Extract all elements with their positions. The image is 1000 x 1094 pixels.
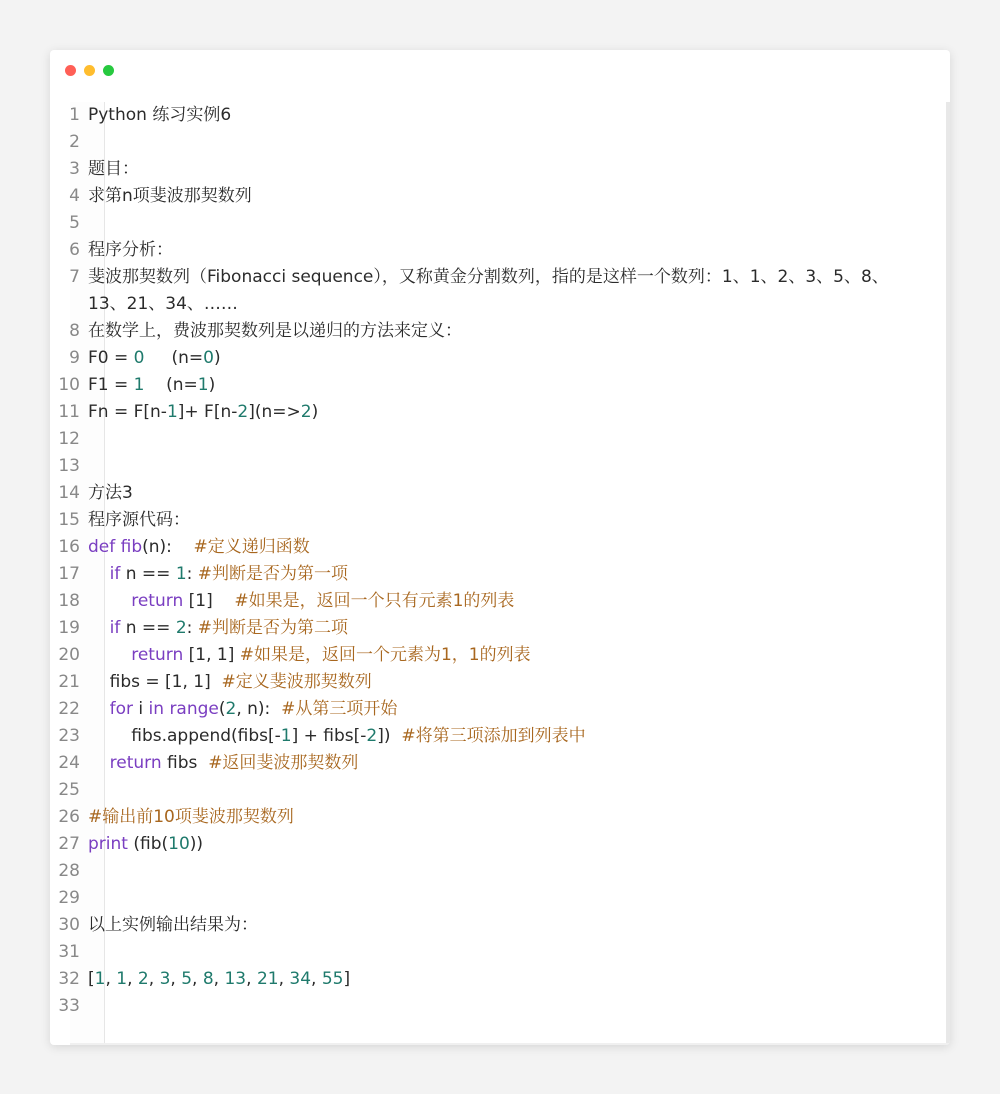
line-number: 5 bbox=[69, 213, 80, 233]
line-text bbox=[88, 615, 920, 642]
code-text: Python 练习实例6 bbox=[88, 105, 232, 125]
code-line bbox=[50, 129, 930, 156]
code-number: 2 bbox=[225, 699, 237, 719]
code-text: [1, 1] bbox=[183, 645, 240, 665]
code-text: F1 = bbox=[88, 375, 134, 395]
line-number: 4 bbox=[69, 186, 80, 206]
line-text bbox=[88, 237, 920, 264]
code-text: [ bbox=[88, 969, 95, 989]
code-number: 1 bbox=[94, 969, 106, 989]
code-number: 3 bbox=[159, 969, 171, 989]
code-number: 2 bbox=[237, 402, 249, 422]
code-number: 2 bbox=[137, 969, 149, 989]
code-text: ) bbox=[311, 402, 319, 422]
code-line bbox=[50, 426, 930, 453]
code-line bbox=[50, 399, 930, 426]
line-text bbox=[88, 399, 920, 426]
line-number: 8 bbox=[69, 321, 80, 341]
code-text: ]+ F[n- bbox=[177, 402, 238, 422]
maximize-window-dot[interactable] bbox=[103, 65, 114, 76]
close-window-dot[interactable] bbox=[65, 65, 76, 76]
code-line bbox=[50, 939, 930, 966]
line-number: 32 bbox=[58, 969, 80, 989]
line-number: 11 bbox=[58, 402, 80, 422]
line-text bbox=[88, 345, 920, 372]
code-line bbox=[50, 723, 930, 750]
line-number: 20 bbox=[58, 645, 80, 665]
code-text: n == bbox=[120, 564, 176, 584]
line-text bbox=[88, 588, 920, 615]
code-number: 1 bbox=[116, 969, 128, 989]
code-text: , bbox=[246, 969, 257, 989]
code-line bbox=[50, 507, 930, 534]
line-number: 1 bbox=[69, 105, 80, 125]
code-line bbox=[50, 534, 930, 561]
code-line bbox=[50, 183, 930, 210]
line-number: 29 bbox=[58, 888, 80, 908]
code-keyword: print bbox=[88, 834, 128, 854]
code-line bbox=[50, 210, 930, 237]
line-number: 31 bbox=[58, 942, 80, 962]
code-lines bbox=[50, 102, 930, 1020]
code-line bbox=[50, 345, 930, 372]
code-keyword: in bbox=[148, 699, 165, 719]
code-number: 5 bbox=[181, 969, 193, 989]
code-text: ](n=> bbox=[248, 402, 301, 422]
line-number: 33 bbox=[58, 996, 80, 1016]
code-text: , bbox=[170, 969, 182, 989]
line-number: 26 bbox=[58, 807, 80, 827]
code-comment: #定义斐波那契数列 bbox=[221, 672, 372, 692]
code-text: )) bbox=[189, 834, 204, 854]
code-number: 2 bbox=[366, 726, 378, 746]
line-number: 18 bbox=[58, 591, 80, 611]
code-text bbox=[88, 645, 131, 665]
line-text bbox=[88, 561, 920, 588]
code-text bbox=[88, 591, 131, 611]
vertical-scrollbar[interactable] bbox=[946, 102, 950, 1045]
code-text: n == bbox=[120, 618, 176, 638]
code-number: 13 bbox=[224, 969, 247, 989]
code-comment: #将第三项添加到列表中 bbox=[401, 726, 586, 746]
code-comment: #判断是否为第二项 bbox=[197, 618, 349, 638]
line-text bbox=[88, 804, 920, 831]
code-keyword: return bbox=[131, 645, 184, 665]
code-keyword: return bbox=[131, 591, 184, 611]
line-text bbox=[88, 318, 920, 345]
line-text bbox=[88, 750, 920, 777]
line-text bbox=[88, 156, 920, 183]
code-text bbox=[88, 618, 110, 638]
code-text: ( bbox=[218, 699, 226, 719]
code-keyword: fib bbox=[120, 537, 143, 557]
code-line bbox=[50, 453, 930, 480]
editor-bottom-border bbox=[70, 1043, 950, 1045]
code-line bbox=[50, 804, 930, 831]
line-text bbox=[88, 642, 920, 669]
code-text: F0 = bbox=[88, 348, 134, 368]
line-text bbox=[88, 831, 920, 858]
code-number: 8 bbox=[202, 969, 214, 989]
code-text: ]) bbox=[377, 726, 402, 746]
window-controls bbox=[65, 65, 114, 77]
code-number: 55 bbox=[321, 969, 344, 989]
code-comment: #如果是，返回一个元素为1，1的列表 bbox=[239, 645, 531, 665]
code-line bbox=[50, 237, 930, 264]
code-keyword: for bbox=[109, 699, 133, 719]
code-comment: #返回斐波那契数列 bbox=[208, 753, 359, 773]
line-number: 12 bbox=[58, 429, 80, 449]
code-text: ] bbox=[343, 969, 351, 989]
code-text: 以上实例输出结果为： bbox=[88, 915, 258, 935]
code-line bbox=[50, 561, 930, 588]
line-text bbox=[88, 264, 920, 318]
line-text bbox=[88, 507, 920, 534]
minimize-window-dot[interactable] bbox=[84, 65, 95, 76]
code-text: 程序源代码： bbox=[88, 510, 190, 530]
line-number: 3 bbox=[69, 159, 80, 179]
code-keyword: range bbox=[169, 699, 219, 719]
code-text: (n= bbox=[144, 375, 198, 395]
code-line bbox=[50, 372, 930, 399]
line-text bbox=[88, 696, 920, 723]
code-text: ] + fibs[- bbox=[291, 726, 367, 746]
code-line bbox=[50, 264, 930, 318]
code-number: 1 bbox=[280, 726, 292, 746]
code-window bbox=[50, 50, 950, 1045]
code-line bbox=[50, 588, 930, 615]
line-text bbox=[88, 480, 920, 507]
code-text: (n): bbox=[142, 537, 194, 557]
code-text: : bbox=[186, 564, 198, 584]
line-number: 24 bbox=[58, 753, 80, 773]
line-number: 19 bbox=[58, 618, 80, 638]
code-line bbox=[50, 102, 930, 129]
line-number: 9 bbox=[69, 348, 80, 368]
code-line bbox=[50, 480, 930, 507]
code-text: , bbox=[105, 969, 117, 989]
code-number: 1 bbox=[166, 402, 178, 422]
line-number: 15 bbox=[58, 510, 80, 530]
code-text: 求第n项斐波那契数列 bbox=[88, 186, 252, 206]
code-number: 2 bbox=[175, 618, 187, 638]
code-text: fibs bbox=[161, 753, 209, 773]
line-number: 10 bbox=[58, 375, 80, 395]
code-line bbox=[50, 912, 930, 939]
code-text: fibs.append(fibs[- bbox=[88, 726, 281, 746]
code-text: i bbox=[133, 699, 149, 719]
line-number: 30 bbox=[58, 915, 80, 935]
line-number: 27 bbox=[58, 834, 80, 854]
code-text: (fib( bbox=[127, 834, 169, 854]
code-text bbox=[88, 564, 110, 584]
code-text bbox=[88, 753, 110, 773]
code-text: , n): bbox=[236, 699, 282, 719]
code-text: , bbox=[192, 969, 203, 989]
code-text: 在数学上，费波那契数列是以递归的方法来定义： bbox=[88, 321, 462, 341]
code-line bbox=[50, 858, 930, 885]
code-line bbox=[50, 669, 930, 696]
line-text bbox=[88, 723, 920, 750]
code-number: 1 bbox=[133, 375, 145, 395]
code-comment: #从第三项开始 bbox=[281, 699, 398, 719]
line-number: 22 bbox=[58, 699, 80, 719]
code-line bbox=[50, 156, 930, 183]
code-number: 1 bbox=[175, 564, 187, 584]
line-text bbox=[88, 966, 920, 993]
code-comment: #定义递归函数 bbox=[193, 537, 310, 557]
code-text bbox=[88, 699, 110, 719]
code-number: 21 bbox=[256, 969, 279, 989]
code-text: , bbox=[148, 969, 160, 989]
code-text: , bbox=[311, 969, 322, 989]
line-text bbox=[88, 534, 920, 561]
code-keyword: if bbox=[109, 618, 121, 638]
line-number: 14 bbox=[58, 483, 80, 503]
line-number: 25 bbox=[58, 780, 80, 800]
code-keyword: def bbox=[88, 537, 121, 557]
code-line bbox=[50, 777, 930, 804]
code-line bbox=[50, 885, 930, 912]
code-text: Fn = F[n- bbox=[88, 402, 167, 422]
code-text: 程序分析： bbox=[88, 240, 173, 260]
code-line bbox=[50, 750, 930, 777]
code-comment: #输出前10项斐波那契数列 bbox=[88, 807, 294, 827]
code-keyword: if bbox=[109, 564, 121, 584]
code-text: 斐波那契数列（Fibonacci sequence），又称黄金分割数列，指的是这样一个数列：1、1、2、3、5、8、13、21、34、…… bbox=[88, 267, 889, 314]
line-text bbox=[88, 102, 920, 129]
line-text bbox=[88, 669, 920, 696]
code-text: [1] bbox=[183, 591, 235, 611]
code-text: (n= bbox=[144, 348, 204, 368]
code-line bbox=[50, 696, 930, 723]
code-text: 方法3 bbox=[88, 483, 133, 503]
code-text: , bbox=[213, 969, 225, 989]
line-text bbox=[88, 372, 920, 399]
code-comment: #如果是，返回一个只有元素1的列表 bbox=[234, 591, 515, 611]
line-number: 6 bbox=[69, 240, 80, 260]
line-number: 28 bbox=[58, 861, 80, 881]
line-number: 23 bbox=[58, 726, 80, 746]
code-line bbox=[50, 642, 930, 669]
code-number: 1 bbox=[197, 375, 209, 395]
code-text: , bbox=[127, 969, 138, 989]
code-keyword: return bbox=[109, 753, 162, 773]
line-number: 7 bbox=[69, 267, 80, 287]
code-number: 0 bbox=[203, 348, 214, 368]
code-line bbox=[50, 966, 930, 993]
line-text bbox=[88, 912, 920, 939]
line-number: 17 bbox=[58, 564, 80, 584]
code-text: ) bbox=[213, 348, 221, 368]
code-text: fibs = [1, 1] bbox=[88, 672, 222, 692]
code-text: ) bbox=[208, 375, 216, 395]
code-number: 34 bbox=[289, 969, 312, 989]
code-number: 10 bbox=[168, 834, 190, 854]
code-line bbox=[50, 318, 930, 345]
code-number: 0 bbox=[133, 348, 145, 368]
code-line bbox=[50, 615, 930, 642]
line-number: 13 bbox=[58, 456, 80, 476]
code-text: , bbox=[278, 969, 290, 989]
code-text: 题目： bbox=[88, 159, 139, 179]
line-text bbox=[88, 183, 920, 210]
line-number: 16 bbox=[58, 537, 80, 557]
line-number: 2 bbox=[69, 132, 80, 152]
code-comment: #判断是否为第一项 bbox=[197, 564, 349, 584]
line-number: 21 bbox=[58, 672, 80, 692]
code-line bbox=[50, 993, 930, 1020]
code-text: : bbox=[186, 618, 198, 638]
code-line bbox=[50, 831, 930, 858]
code-number: 2 bbox=[300, 402, 312, 422]
